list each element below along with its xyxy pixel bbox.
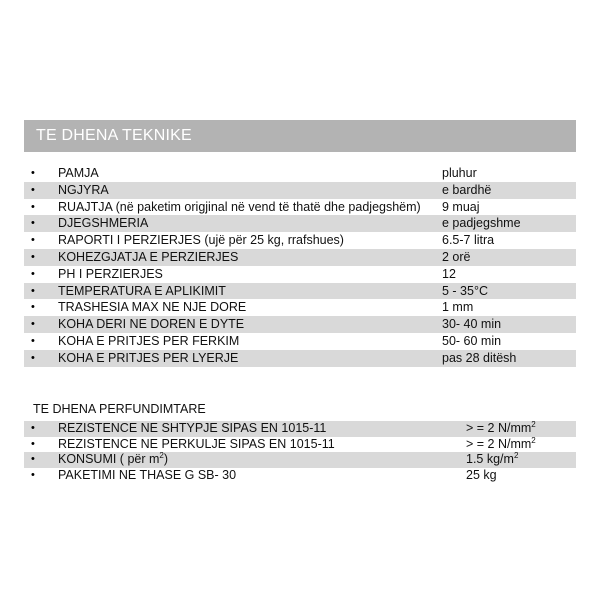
section-title-technical: TE DHENA TEKNIKE <box>36 127 192 144</box>
final-data-table <box>24 421 576 483</box>
row-value: 50- 60 min <box>442 333 502 348</box>
row-label: TRASHESIA MAX NE NJE DORE <box>58 300 247 315</box>
row-label: KOHEZGJATJA E PERZIERJES <box>58 249 239 264</box>
row-label: DJEGSHMERIA <box>58 216 149 231</box>
bullet-icon: • <box>31 318 35 331</box>
superscript: 2 <box>531 435 536 445</box>
row-value: 25 kg <box>466 467 497 482</box>
row-value-text: > = 2 N/mm <box>466 436 532 451</box>
table-row <box>24 165 576 182</box>
table-row <box>24 452 576 468</box>
row-value: e bardhë <box>442 182 492 197</box>
table-row <box>24 182 576 199</box>
row-label <box>58 452 168 468</box>
row-value: 5 - 35°C <box>442 283 488 298</box>
row-value: pluhur <box>442 166 477 180</box>
row-value <box>466 452 518 468</box>
table-row <box>24 468 576 484</box>
row-label: PAMJA <box>58 166 99 180</box>
row-value: pas 28 ditësh <box>442 350 517 365</box>
table-row <box>24 249 576 266</box>
bullet-icon: • <box>31 250 35 263</box>
row-label: REZISTENCE NE PERKULJE SIPAS EN 1015-11 <box>58 436 335 451</box>
row-value-text: > = 2 N/mm <box>466 421 532 435</box>
row-label: RAPORTI I PERZIERJES (ujë për 25 kg, rrafshues) <box>58 233 344 248</box>
bullet-icon: • <box>31 284 35 297</box>
table-row <box>24 333 576 350</box>
row-value: e padjegshme <box>442 216 521 231</box>
table-row <box>24 299 576 316</box>
row-label: REZISTENCE NE SHTYPJE SIPAS EN 1015-11 <box>58 421 327 435</box>
table-row <box>24 437 576 453</box>
section-header-technical <box>24 120 576 152</box>
table-row <box>24 421 576 437</box>
table-row <box>24 266 576 283</box>
row-value: 30- 40 min <box>442 317 502 332</box>
row-label: KOHA DERI NE DOREN E DYTE <box>58 317 245 332</box>
row-label: KOHA E PRITJES PER FERKIM <box>58 333 240 348</box>
section-title-final: TE DHENA PERFUNDIMTARE <box>33 402 206 416</box>
row-value: 9 muaj <box>442 199 480 214</box>
row-value: 1 mm <box>442 300 474 315</box>
superscript: 2 <box>513 450 519 460</box>
superscript: 2 <box>531 419 536 429</box>
row-label: PAKETIMI NE THASE G SB- 30 <box>58 467 237 482</box>
table-row <box>24 199 576 216</box>
row-label: NGJYRA <box>58 182 109 197</box>
row-value <box>466 437 536 453</box>
bullet-icon: • <box>31 468 35 481</box>
bullet-icon: • <box>31 234 35 247</box>
table-row <box>24 283 576 300</box>
row-value: 12 <box>442 266 456 281</box>
row-label: RUAJTJA (në paketim origjinal në vend të thatë dhe padjegshëm) <box>58 199 421 214</box>
row-label: PH I PERZIERJES <box>58 266 163 281</box>
table-row <box>24 232 576 249</box>
table-row <box>24 350 576 367</box>
table-row <box>24 316 576 333</box>
row-label: TEMPERATURA E APLIKIMIT <box>58 283 226 298</box>
table-row <box>24 215 576 232</box>
bullet-icon: • <box>31 351 35 364</box>
bullet-icon: • <box>31 183 35 196</box>
bullet-icon: • <box>31 200 35 213</box>
technical-data-table <box>24 165 576 367</box>
bullet-icon: • <box>31 334 35 347</box>
bullet-icon: • <box>31 301 35 314</box>
row-label-text: KONSUMI ( për m <box>58 452 160 466</box>
bullet-icon: • <box>31 453 35 465</box>
bullet-icon: • <box>31 437 35 450</box>
bullet-icon: • <box>31 167 35 179</box>
bullet-icon: • <box>31 422 35 434</box>
bullet-icon: • <box>31 267 35 280</box>
bullet-icon: • <box>31 217 35 230</box>
superscript: 2 <box>159 450 164 460</box>
row-value-text: 1.5 kg/m <box>466 452 514 466</box>
row-value: 2 orë <box>442 249 471 264</box>
row-value: 6.5-7 litra <box>442 233 495 248</box>
row-value <box>466 421 536 437</box>
row-label: KOHA E PRITJES PER LYERJE <box>58 350 239 365</box>
row-label-tail: ) <box>163 452 169 466</box>
